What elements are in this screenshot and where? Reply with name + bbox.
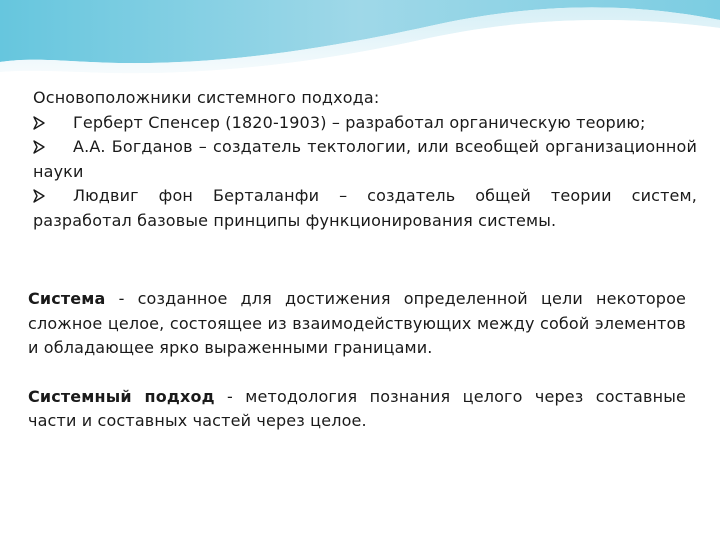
definition-systems-approach [28, 385, 686, 434]
founders-section [33, 86, 697, 233]
arrow-bullet-icon [33, 189, 45, 203]
definitions-section [28, 287, 686, 434]
spacer [28, 361, 686, 385]
definition-text: - созданное для достижения определенной цели некоторое сложное целое, состоящее из взаимодействующих между собой элементов и обладающее ярко выраженными границами. [28, 289, 686, 357]
founder-item-text: Людвиг фон Берталанфи – создатель общей теории систем, разработал базовые принципы функционирования системы. [33, 186, 697, 230]
definition-term: Система [28, 289, 106, 308]
definition-text: - методология познания целого через составные части и составных частей через целое. [28, 386, 686, 430]
arrow-bullet-icon [33, 116, 45, 130]
founder-item [33, 135, 697, 184]
definition-system [28, 287, 686, 361]
founder-item [33, 184, 697, 233]
arrow-bullet-icon [33, 140, 45, 154]
founder-item-text: А.А. Богданов – создатель тектологии, или всеобщей организационной науки [33, 137, 697, 181]
founder-item-text: Герберт Спенсер (1820-1903) – разработал органическую теорию; [73, 112, 646, 132]
header-wave-decoration [0, 0, 720, 80]
definition-term: Системный подход [28, 386, 215, 406]
founder-item [33, 111, 697, 136]
founders-heading: Основоположники системного подхода: [33, 88, 380, 107]
